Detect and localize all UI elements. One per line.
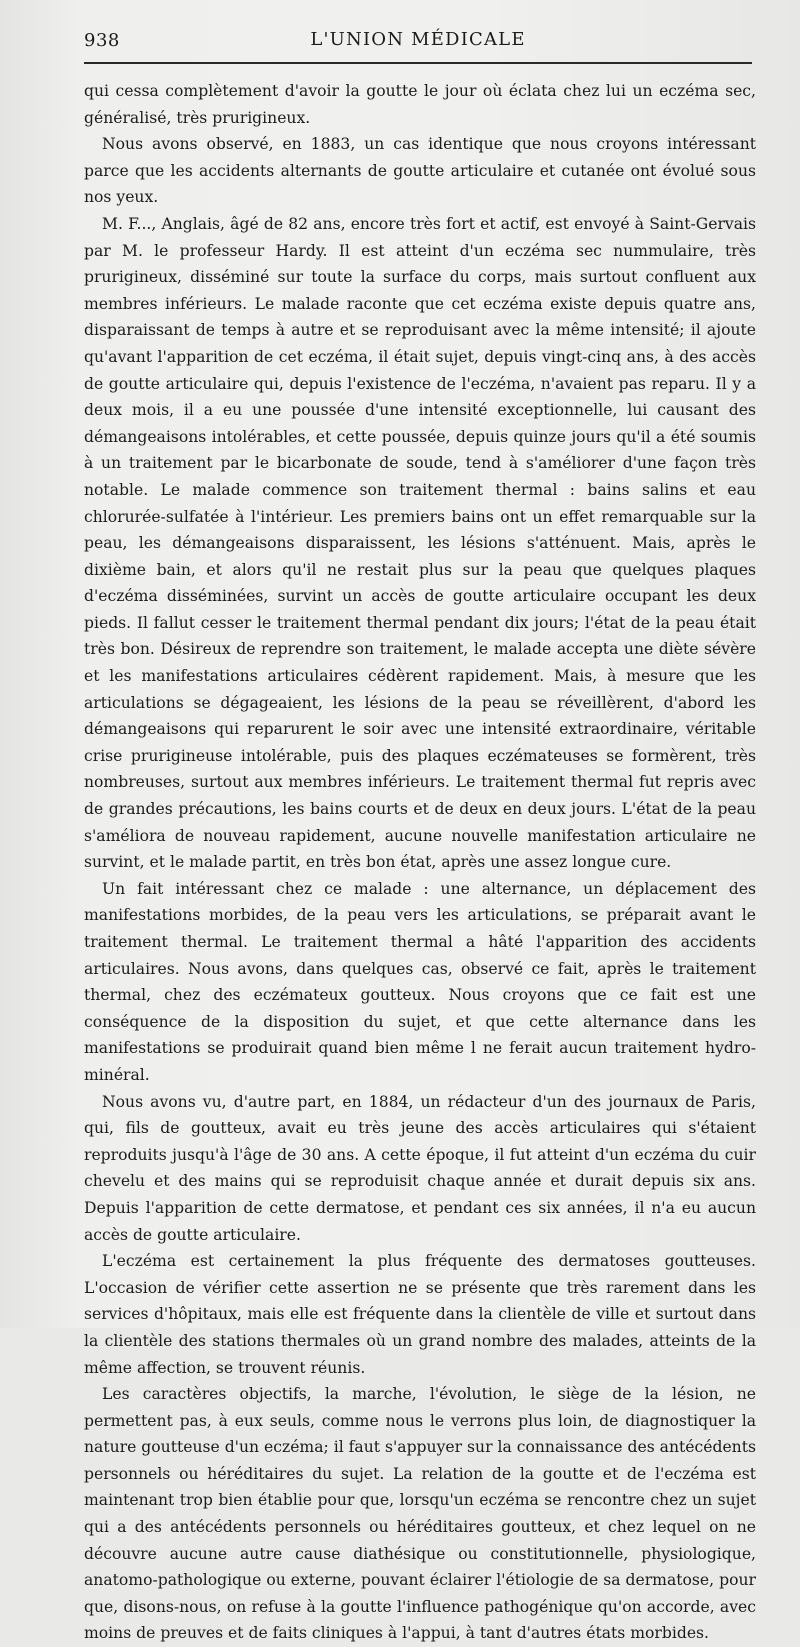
paragraph: L'eczéma est certainement la plus fréquente des dermatoses goutteuses. L'occasion de vérifier cette assertion ne se présente que très rarement dans les services d'hôpitaux, mais elle est fréquente dans la clientèle de ville et surtout dans la clientèle des stations thermales où un grand nombre des malades, atteints de la même affection, se trouvent réunis.	[84, 1252, 756, 1377]
paragraph: qui cessa complètement d'avoir la goutte le jour où éclata chez lui un eczéma sec, généralisé, très prurigineux.	[84, 82, 756, 127]
page-header	[84, 28, 752, 58]
header-rule	[84, 62, 752, 64]
paragraph: Nous avons vu, d'autre part, en 1884, un rédacteur d'un des journaux de Paris, qui, fils de goutteux, avait eu très jeune des accès articulaires qui s'étaient reproduits jusqu'à l'âge de 30 ans. A cette époque, il fut atteint d'un eczéma du cuir chevelu et des mains qui se reproduisit chaque année et durait depuis six ans. Depuis l'apparition de cette dermatose, et pendant ces six années, il n'a eu aucun accès de goutte articulaire.	[84, 1092, 756, 1244]
paragraph: Les caractères objectifs, la marche, l'évolution, le siège de la lésion, ne permettent pas, à eux seuls, comme nous le verrons plus loin, de diagnostiquer la nature goutteuse d'un eczéma; il faut s'appuyer sur la connaissance des antécédents personnels ou héréditaires du sujet. La relation de la goutte et de l'eczéma est maintenant trop bien établie pour que, lorsqu'un eczéma se rencontre chez un sujet qui a des antécédents personnels ou héréditaires goutteux, et chez lequel on ne découvre aucune autre cause diathésique ou constitutionnelle, physiologique, anatomo-pathologique ou externe, pouvant éclairer l'étiologie de sa dermatose, pour que, disons-nous, on refuse à la goutte l'influence pathogénique qu'on accorde, avec moins de preuves et de faits cliniques à l'appui, à tant d'autres états morbides.	[84, 1385, 756, 1643]
running-title: L'UNION MÉDICALE	[310, 29, 526, 50]
article-body	[84, 78, 756, 1647]
paragraph: Un fait intéressant chez ce malade : une alternance, un déplacement des manifestations morbides, de la peau vers les articulations, se préparait avant le traitement thermal. Le traitement thermal a hâté l'apparition des accidents articulaires. Nous avons, dans quelques cas, observé ce fait, après le traitement thermal, chez des eczémateux goutteux. Nous croyons que ce fait est une conséquence de la disposition du sujet, et que cette alternance dans les manifestations se produirait quand bien même l ne ferait aucun traitement hydro-minéral.	[84, 879, 756, 1084]
page-number: 938	[84, 30, 120, 51]
paragraph: M. F..., Anglais, âgé de 82 ans, encore très fort et actif, est envoyé à Saint-Gervais par M. le professeur Hardy. Il est atteint d'un eczéma sec nummulaire, très prurigineux, disséminé sur toute la surface du corps, mais surtout confluent aux membres inférieurs. Le malade raconte que cet eczéma existe depuis quatre ans, disparaissant de temps à autre et se reproduisant avec la même intensité; il ajoute qu'avant l'apparition de cet eczéma, il était sujet, depuis vingt-cinq ans, à des accès de goutte articulaire qui, depuis l'existence de l'eczéma, n'avaient pas reparu. Il y a deux mois, il a eu une poussée d'une intensité exceptionnelle, lui causant des démangeaisons intolérables, et cette poussée, depuis quinze jours qu'il a été soumis à un traitement par le bicarbonate de soude, tend à s'améliorer d'une façon très notable. Le malade commence son traitement thermal : bains salins et eau chlorurée-sulfatée à l'intérieur. Les premiers bains ont un effet remarquable sur la peau, les démangeaisons disparaissent, les lésions s'atténuent. Mais, après le dixième bain, et alors qu'il ne restait plus sur la peau que quelques plaques d'eczéma disséminées, survint un accès de goutte articulaire occupant les deux pieds. Il fallut cesser le traitement thermal pendant dix jours; l'état de la peau était très bon. Désireux de reprendre son traitement, le malade accepta une diète sévère et les manifestations articulaires cédèrent rapidement. Mais, à mesure que les articulations se dégageaient, les lésions de la peau se réveillèrent, d'abord les démangeaisons qui reparurent le soir avec une intensité extraordinaire, véritable crise prurigineuse intolérable, puis des plaques eczémateuses se formèrent, très nombreuses, surtout aux membres inférieurs. Le traitement thermal fut repris avec de grandes précautions, les bains courts et de deux en deux jours. L'état de la peau s'améliora de nouveau rapidement, aucune nouvelle manifestation articulaire ne survint, et le malade partit, en très bon état, après une assez longue cure.	[84, 214, 756, 872]
paragraph: Nous avons observé, en 1883, un cas identique que nous croyons intéressant parce que les accidents alternants de goutte articulaire et cutanée ont évolué sous nos yeux.	[84, 135, 756, 207]
